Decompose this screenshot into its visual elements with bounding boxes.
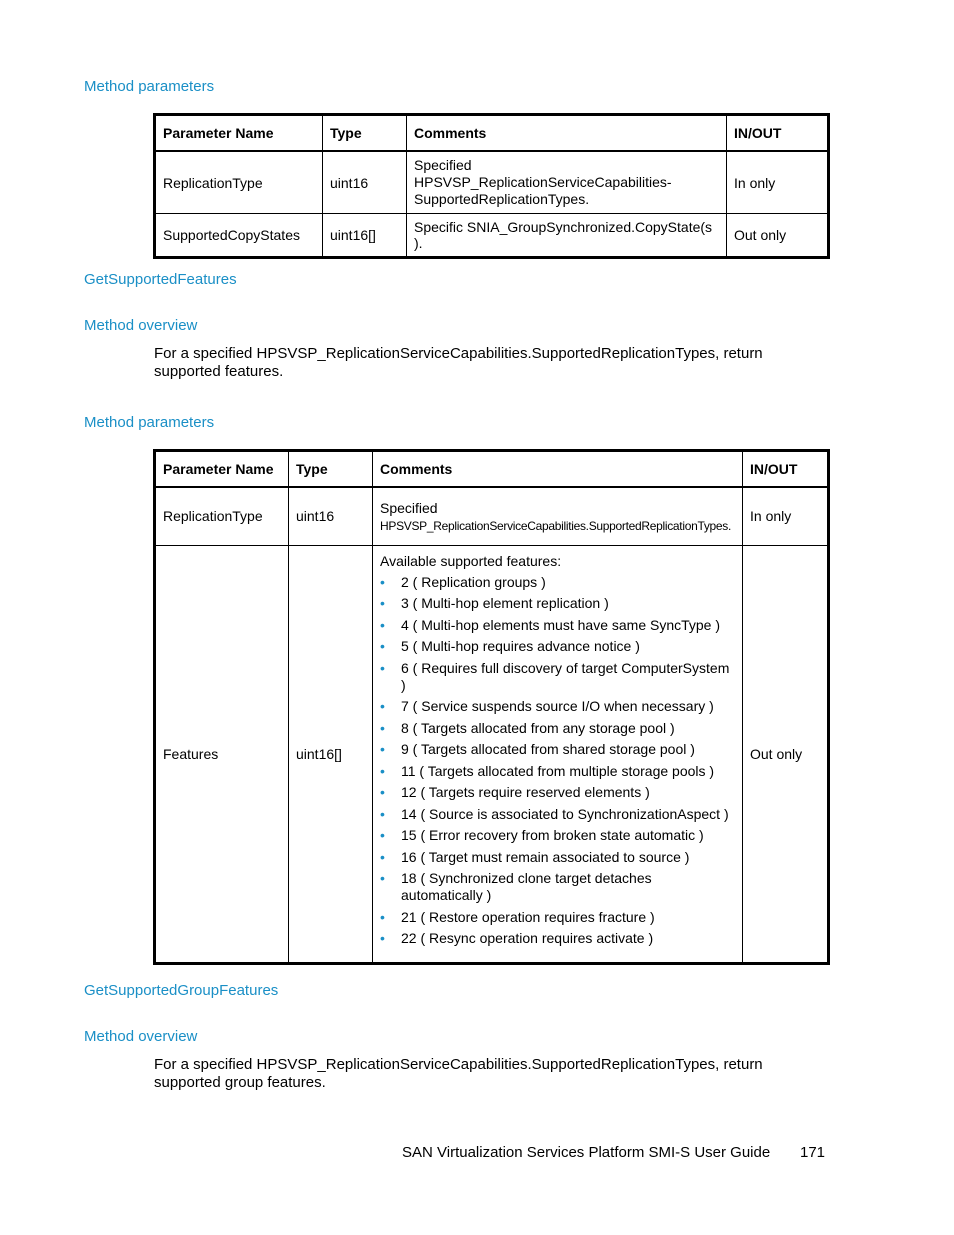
type-cell: uint16[] — [289, 545, 373, 963]
list-item — [380, 763, 735, 780]
feature-text: 12 ( Targets require reserved elements ) — [401, 784, 650, 800]
bullet-icon: • — [380, 659, 385, 676]
comments-line: HPSVSP_ReplicationServiceCapabilities.SupportedReplicationTypes. — [380, 518, 732, 533]
column-header: IN/OUT — [743, 451, 829, 488]
method-parameters-table — [153, 113, 830, 259]
comments-cell — [373, 545, 743, 963]
get-supported-group-features-title: GetSupportedGroupFeatures — [84, 982, 279, 999]
feature-text: 4 ( Multi-hop elements must have same SyncType ) — [401, 616, 721, 633]
parameter-name-cell: ReplicationType — [155, 151, 323, 214]
features-parameters-table — [153, 449, 830, 965]
bullet-icon: • — [380, 638, 385, 654]
list-item — [380, 638, 735, 655]
list-item — [380, 849, 735, 866]
column-header: Comments — [373, 451, 743, 488]
inout-cell: In only — [727, 151, 829, 214]
column-header: Type — [289, 451, 373, 488]
feature-text: 22 ( Resync operation requires activate ) — [401, 930, 654, 946]
parameter-name-cell: Features — [155, 545, 289, 963]
method-overview-text: For a specified HPSVSP_ReplicationServiceCapabilities.SupportedReplicationTypes, return supported group features. — [154, 1056, 763, 1091]
bullet-icon: • — [380, 930, 385, 946]
column-header: Comments — [407, 115, 727, 152]
list-item — [380, 741, 735, 758]
list-item — [380, 698, 735, 715]
bullet-icon: • — [380, 595, 385, 611]
bullet-icon: • — [380, 848, 385, 865]
feature-text: 7 ( Service suspends source I/O when necessary ) — [401, 698, 714, 714]
comments-line: Specified — [380, 499, 438, 516]
method-parameters-heading: Method parameters — [84, 414, 215, 431]
feature-text: 5 ( Multi-hop requires advance notice ) — [401, 638, 640, 654]
bullet-icon: • — [380, 805, 385, 822]
bullet-icon: • — [380, 573, 385, 590]
parameter-name-cell: ReplicationType — [155, 487, 289, 545]
bullet-icon: • — [380, 827, 385, 843]
list-item — [380, 827, 735, 844]
list-item — [380, 595, 735, 612]
bullet-icon: • — [380, 719, 385, 736]
column-header: Parameter Name — [155, 451, 289, 488]
method-overview-heading: Method overview — [84, 1028, 198, 1045]
features-list — [380, 574, 735, 948]
table-row — [155, 214, 829, 258]
bullet-icon: • — [380, 698, 385, 714]
inout-cell: In only — [743, 487, 829, 545]
list-item — [380, 617, 735, 634]
list-item — [380, 806, 735, 823]
table-row — [155, 487, 829, 545]
table-row — [155, 151, 829, 214]
bullet-icon: • — [380, 741, 385, 757]
list-item — [380, 870, 735, 904]
bullet-icon: • — [380, 908, 385, 925]
list-item — [380, 574, 735, 591]
feature-text: 18 ( Synchronized clone target detaches automatically ) — [401, 870, 652, 903]
list-item — [380, 909, 735, 926]
column-header: IN/OUT — [727, 115, 829, 152]
feature-text: 9 ( Targets allocated from shared storage pool ) — [401, 741, 695, 757]
comments-cell — [373, 487, 743, 545]
type-cell: uint16 — [323, 151, 407, 214]
inout-cell: Out only — [743, 545, 829, 963]
type-cell: uint16 — [289, 487, 373, 545]
list-item — [380, 930, 735, 947]
feature-text: 11 ( Targets allocated from multiple storage pools ) — [401, 762, 715, 779]
bullet-icon: • — [380, 784, 385, 800]
comments-cell: Specific SNIA_GroupSynchronized.CopyState(s ). — [407, 214, 727, 258]
feature-text: 8 ( Targets allocated from any storage pool ) — [401, 719, 675, 736]
method-overview-text: For a specified HPSVSP_ReplicationServiceCapabilities.SupportedReplicationTypes, return supported features. — [154, 345, 763, 380]
page-number: 171 — [800, 1144, 826, 1161]
feature-text: 6 ( Requires full discovery of target ComputerSystem ) — [401, 659, 730, 693]
method-parameters-heading: Method parameters — [84, 78, 215, 95]
comments-cell: Specified HPSVSP_ReplicationServiceCapabilities-SupportedReplicationTypes. — [407, 151, 727, 214]
bullet-icon: • — [380, 762, 385, 779]
table-header-row — [155, 115, 829, 152]
list-item — [380, 784, 735, 801]
footer-guide-title: SAN Virtualization Services Platform SMI-S User Guide — [402, 1144, 771, 1161]
features-intro: Available supported features: — [380, 552, 562, 569]
feature-text: 15 ( Error recovery from broken state automatic ) — [401, 827, 704, 843]
method-overview-heading: Method overview — [84, 317, 198, 334]
bullet-icon: • — [380, 870, 385, 886]
inout-cell: Out only — [727, 214, 829, 258]
type-cell: uint16[] — [323, 214, 407, 258]
table-row — [155, 545, 829, 963]
get-supported-features-title: GetSupportedFeatures — [84, 271, 237, 288]
column-header: Parameter Name — [155, 115, 323, 152]
column-header: Type — [323, 115, 407, 152]
feature-text: 21 ( Restore operation requires fracture ) — [401, 908, 655, 925]
feature-text: 16 ( Target must remain associated to source ) — [401, 848, 690, 865]
feature-text: 14 ( Source is associated to SynchronizationAspect ) — [401, 805, 729, 822]
feature-text: 3 ( Multi-hop element replication ) — [401, 595, 609, 611]
table-header-row — [155, 451, 829, 488]
feature-text: 2 ( Replication groups ) — [401, 573, 546, 590]
list-item — [380, 720, 735, 737]
list-item — [380, 660, 735, 694]
parameter-name-cell: SupportedCopyStates — [155, 214, 323, 258]
bullet-icon: • — [380, 616, 385, 633]
